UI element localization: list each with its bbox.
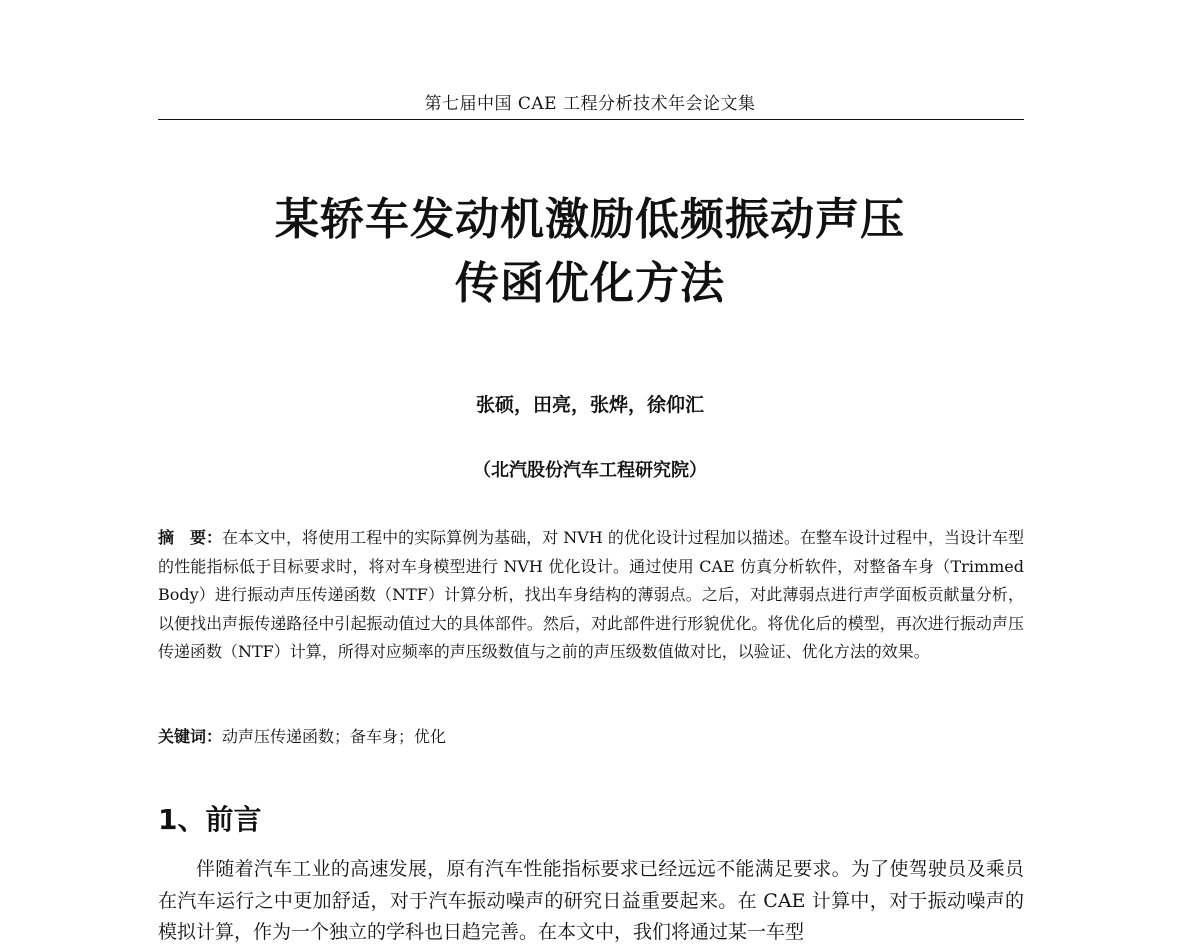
header-rule	[158, 119, 1024, 120]
abstract-label: 摘 要：	[158, 528, 223, 547]
abstract	[158, 524, 1024, 667]
title-line-1: 某轿车发动机激励低频振动声压	[275, 194, 905, 245]
section-heading: 1、前言	[158, 803, 262, 836]
paper-title	[0, 188, 1180, 316]
keywords-label: 关键词：	[158, 727, 223, 746]
abstract-text: 在本文中，将使用工程中的实际算例为基础，对 NVH 的优化设计过程加以描述。在整车设计过程中，当设计车型的性能指标低于目标要求时，将对车身模型进行 NVH 优化设计。通过使用 CAE 仿真分析软件，对整备车身（Trimmed Body）进行振动声压传递函数（NTF）计算分析，找出车身结构的薄弱点。之后，对此薄弱点进行声学面板贡献量分析，以便找出声振传递路径中引起振动值过大的具体部件。然后，对此部件进行形貌优化。将优化后的模型，再次进行振动声压传递函数（NTF）计算，所得对应频率的声压级数值与之前的声压级数值做对比，以验证、优化方法的效果。	[158, 528, 1024, 661]
title-line-2: 传函优化方法	[455, 258, 725, 309]
authors: 张硕，田亮，张烨，徐仰汇	[475, 394, 704, 416]
running-header: 第七届中国 CAE 工程分析技术年会论文集	[424, 94, 756, 114]
body-paragraph: 伴随着汽车工业的高速发展，原有汽车性能指标要求已经远远不能满足要求。为了使驾驶员及乘员在汽车运行之中更加舒适，对于汽车振动噪声的研究日益重要起来。在 CAE 计算中，对于振动噪声的模拟计算，作为一个独立的学科也日趋完善。在本文中，我们将通过某一车型	[158, 858, 1024, 943]
keywords-text: 动声压传递函数；备车身；优化	[222, 727, 447, 746]
affiliation: （北汽股份汽车工程研究院）	[473, 460, 707, 481]
keywords	[158, 723, 1024, 751]
